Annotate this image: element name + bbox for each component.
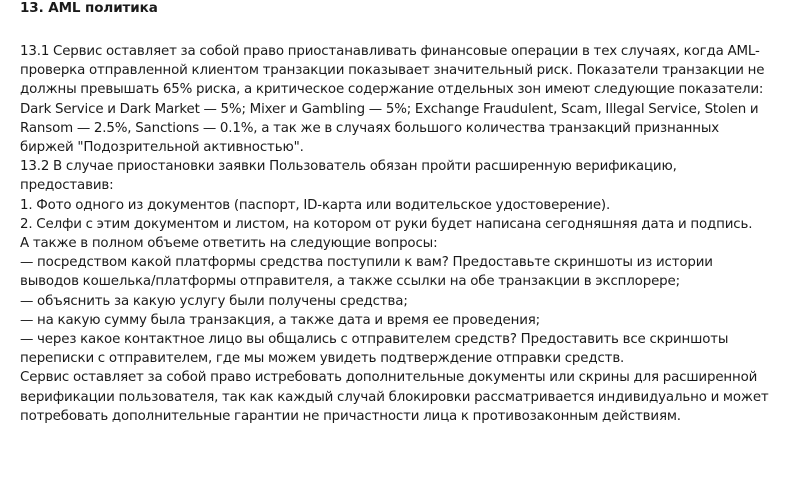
paragraph-13-2: 13.2 В случае приостановки заявки Пользователь обязан пройти расширенную верификацию, предоставив: [20,159,677,194]
section-body [20,42,772,426]
questions-intro: А также в полном объеме ответить на следующие вопросы: [20,236,438,252]
question-platform: — посредством какой платформы средства поступили к вам? Предоставьте скриншоты из истории выводов кошелька/платформы отправителя, а также ссылки на обе транзакции в эксплорере; [20,255,713,290]
paragraph-13-1: 13.1 Сервис оставляет за собой право приостанавливать финансовые операции в тех случаях, когда AML-проверка отправленной клиентом транзакции показывает значительный риск. Показатели транзакции не должны превышать 65% риска, а критическое содержание отдельных зон имеют следующие показатели: Dark Service и Dark Market — 5%; Mixer и Gambling — 5%; Exchange Fraudulent, Scam, Illegal Service, Stolen и Ransom — 2.5%, Sanctions — 0.1%, а так же в случаях большого количества транзакций признанных биржей "Подозрительной активностью". [20,44,765,156]
section-title: 13. AML политика [20,0,158,16]
question-contact-person: — через какое контактное лицо вы общались с отправителем средств? Предоставить все скриншоты переписки с отправителем, где мы можем увидеть подтверждение отправки средств. [20,332,729,367]
list-item-document-photo: 1. Фото одного из документов (паспорт, ID-карта или водительское удостоверение). [20,197,611,213]
paragraph-additional-documents: Сервис оставляет за собой право истребовать дополнительные документы или скрины для расширенной верификации пользователя, так как каждый случай блокировки рассматривается индивидуально и может потребовать дополнительные гарантии не причастности лица к противозаконным действиям. [20,370,769,424]
question-service: — объяснить за какую услугу были получены средства; [20,293,408,309]
question-amount-date: — на какую сумму была транзакция, а также дата и время ее проведения; [20,312,541,328]
list-item-selfie: 2. Селфи с этим документом и листом, на котором от руки будет написана сегодняшняя дата и подпись. [20,216,753,232]
